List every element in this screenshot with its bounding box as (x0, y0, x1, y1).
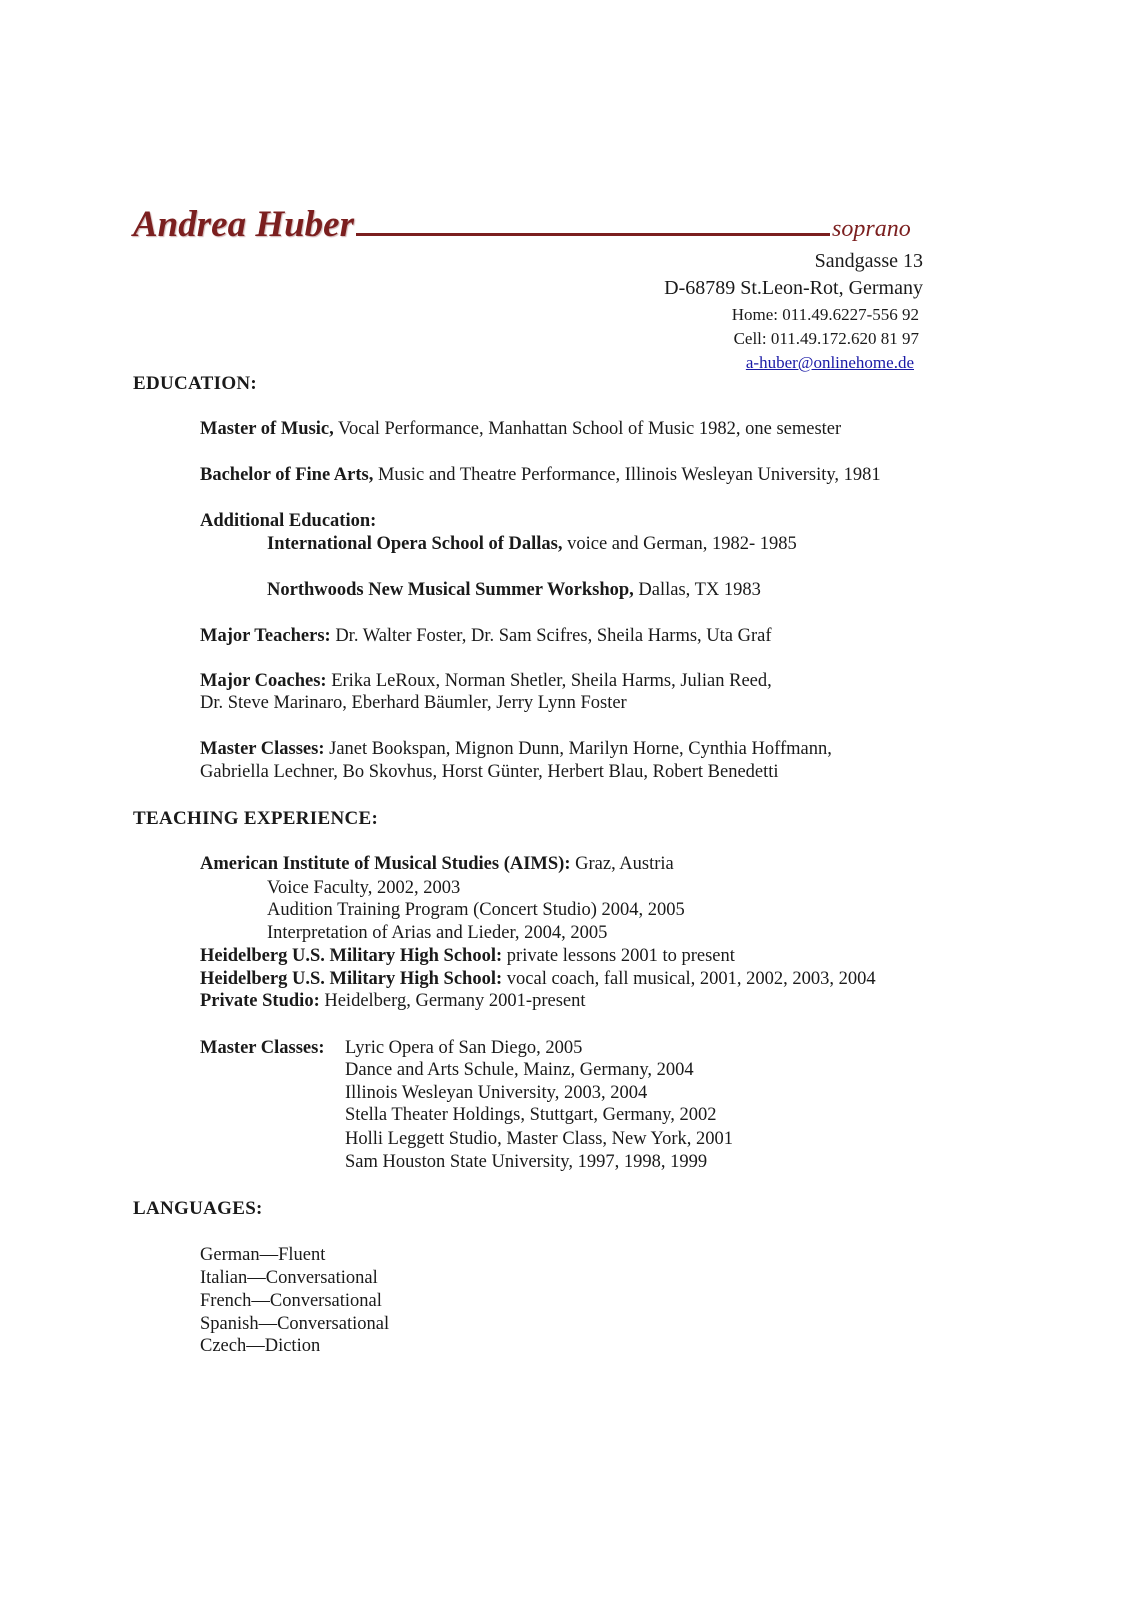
language-item: Spanish—Conversational (200, 1314, 390, 1334)
education-bachelor (200, 464, 881, 486)
languages-heading: LANGUAGES: (133, 1198, 263, 1219)
education-coaches-text: Erika LeRoux, Norman Shetler, Sheila Harms, Julian Reed, (326, 671, 772, 691)
email-link[interactable]: a-huber@onlinehome.de (745, 353, 914, 372)
education-masterclasses-label: Master Classes: (200, 739, 325, 759)
education-coaches-cont: Dr. Steve Marinaro, Eberhard Bäumler, Jerry Lynn Foster (200, 693, 627, 713)
language-item: French—Conversational (200, 1291, 382, 1311)
name-line (133, 203, 933, 246)
home-phone: Home: 011.49.6227-556 92 (731, 305, 919, 324)
education-teachers (200, 625, 772, 647)
name: Andrea Huber (133, 204, 355, 245)
education-northwoods (267, 579, 761, 601)
education-coaches-label: Major Coaches: (200, 671, 327, 691)
cell-phone: Cell: 011.49.172.620 81 97 (733, 329, 919, 348)
teaching-private-studio-label: Private Studio: (200, 991, 320, 1011)
teaching-masterclass-item: Lyric Opera of San Diego, 2005 (345, 1038, 583, 1058)
education-masterclasses (200, 738, 832, 760)
teaching-aims-label: American Institute of Musical Studies (AIMS): (200, 854, 571, 874)
name-rule (356, 233, 830, 236)
education-heading: EDUCATION: (133, 373, 258, 394)
teaching-heidelberg-private (200, 945, 735, 967)
address-city: D-68789 St.Leon-Rot, Germany (664, 277, 923, 299)
teaching-heidelberg-private-label: Heidelberg U.S. Military High School: (200, 946, 503, 966)
teaching-masterclass-item: Illinois Wesleyan University, 2003, 2004 (345, 1083, 648, 1103)
teaching-private-studio (200, 990, 586, 1012)
education-master (200, 418, 841, 440)
voice-type: soprano (832, 216, 911, 242)
language-item: German—Fluent (200, 1245, 326, 1265)
language-item: Czech—Diction (200, 1336, 321, 1356)
teaching-private-studio-text: Heidelberg, Germany 2001-present (319, 991, 586, 1011)
education-bachelor-text: Music and Theatre Performance, Illinois Wesleyan University, 1981 (373, 465, 881, 485)
education-teachers-text: Dr. Walter Foster, Dr. Sam Scifres, Sheila Harms, Uta Graf (330, 626, 772, 646)
teaching-aims-item: Interpretation of Arias and Lieder, 2004, 2005 (267, 923, 608, 943)
teaching-masterclass-item: Sam Houston State University, 1997, 1998, 1999 (345, 1152, 708, 1172)
address-street: Sandgasse 13 (814, 250, 923, 272)
teaching-heidelberg-coach (200, 968, 876, 990)
education-teachers-label: Major Teachers: (200, 626, 331, 646)
teaching-heidelberg-coach-label: Heidelberg U.S. Military High School: (200, 969, 503, 989)
education-opera-text: voice and German, 1982- 1985 (562, 534, 797, 554)
education-coaches (200, 670, 772, 692)
teaching-masterclass-item: Stella Theater Holdings, Stuttgart, Germany, 2002 (345, 1105, 717, 1125)
education-masterclasses-text: Janet Bookspan, Mignon Dunn, Marilyn Horne, Cynthia Hoffmann, (324, 739, 832, 759)
teaching-heidelberg-private-text: private lessons 2001 to present (502, 946, 735, 966)
teaching-masterclass-item: Dance and Arts Schule, Mainz, Germany, 2004 (345, 1060, 694, 1080)
teaching-aims-item: Audition Training Program (Concert Studio) 2004, 2005 (267, 900, 685, 920)
education-master-label: Master of Music, (200, 419, 334, 439)
education-opera (267, 533, 797, 555)
education-additional-label: Additional Education: (200, 511, 377, 531)
teaching-heidelberg-coach-text: vocal coach, fall musical, 2001, 2002, 2003, 2004 (502, 969, 876, 989)
teaching-aims-item: Voice Faculty, 2002, 2003 (267, 878, 461, 898)
language-item: Italian—Conversational (200, 1268, 378, 1288)
education-masterclasses-cont: Gabriella Lechner, Bo Skovhus, Horst Günter, Herbert Blau, Robert Benedetti (200, 762, 779, 782)
education-northwoods-text: Dallas, TX 1983 (633, 580, 761, 600)
teaching-heading: TEACHING EXPERIENCE: (133, 808, 379, 829)
education-northwoods-label: Northwoods New Musical Summer Workshop, (267, 580, 634, 600)
education-opera-label: International Opera School of Dallas, (267, 534, 563, 554)
teaching-aims-text: Graz, Austria (570, 854, 674, 874)
education-bachelor-label: Bachelor of Fine Arts, (200, 465, 374, 485)
education-master-text: Vocal Performance, Manhattan School of Music 1982, one semester (333, 419, 842, 439)
teaching-masterclasses-label: Master Classes: (200, 1038, 325, 1058)
teaching-aims (200, 853, 674, 875)
teaching-masterclass-item: Holli Leggett Studio, Master Class, New York, 2001 (345, 1129, 733, 1149)
